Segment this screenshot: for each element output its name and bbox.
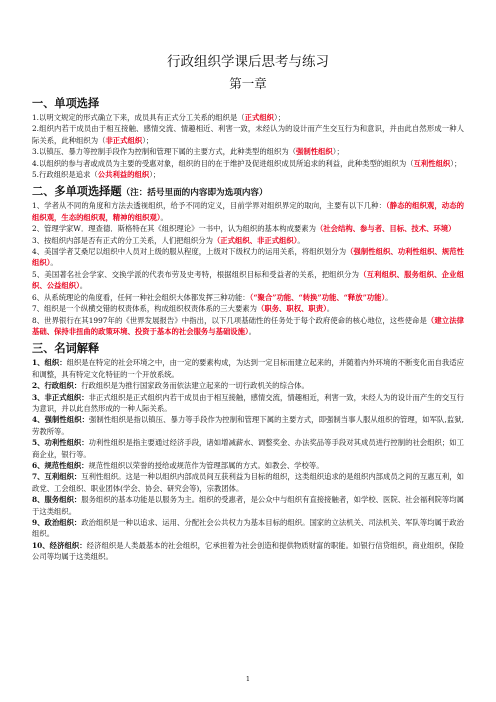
section-title: 二、多单项选择题 [32, 185, 122, 199]
definitions-list [32, 357, 464, 562]
question-suffix: ）； [332, 147, 344, 157]
question-item [32, 158, 464, 169]
question-suffix: 。 [385, 292, 393, 302]
question-suffix: ）； [142, 135, 154, 145]
question-text: 7、组织是一个纵横交错的权责体系，构成组织权责体系的三大要素为 [32, 304, 257, 314]
definition-item [32, 494, 464, 517]
definition-item [32, 540, 464, 563]
question-text: 2.组织内若干成员由于相互接触、感情交流、情趣相近、利害一致，未经认为的设计而产生交互行为和意识，并由此自然形成一种人际关系，此种组织为（ [32, 124, 464, 145]
question-text: 1.以明文规定的形式确立下来，成员具有正式分工关系的组织是（ [32, 113, 245, 122]
definition-term: 1、组织： [32, 358, 67, 368]
answer-text: 非正式组织 [105, 135, 143, 145]
question-item [32, 315, 464, 338]
definition-text: 服务组织的基本功能是以服务为主。组织的受惠者，是公众中与组织有直接接触者，如学校、医院、社会福利院等均属于这类组织。 [32, 495, 464, 516]
question-text: 8、世界银行在其1997年的《世界发展报告》中指出，以下几项基础性的任务处于每个政府使命的核心地位，这些使命是 [32, 315, 427, 325]
definition-item [32, 460, 464, 471]
definition-term: 2、行政组织： [32, 381, 82, 391]
definition-item [32, 392, 464, 415]
question-suffix: ）； [450, 158, 462, 168]
answer-text: （职务、职权、职责） [257, 304, 327, 314]
question-suffix: 。 [50, 258, 58, 268]
definition-item [32, 471, 464, 494]
definition-text: 功利性组织是指主要通过经济手段，诸如增减薪水、调整奖金、办法奖品等手段对其成员进行控制的社会组织；如工商企业，银行等。 [32, 438, 464, 459]
question-item [32, 200, 464, 223]
section-heading-single-choice: 一、单项选择 [32, 97, 100, 110]
question-text: 4、美国学者艾桑尼以组织中人员对上级的服从程度，上级对下级权力的运用关系，将组织划分为 [32, 247, 347, 257]
answer-text: 正式组织 [244, 113, 275, 122]
definition-item [32, 380, 464, 391]
question-suffix: 。 [160, 212, 168, 222]
question-text: 6、从系统理论的角度看，任何一种社会组织大体都发挥三种功能： [32, 292, 250, 302]
definition-term: 10、经济组织： [32, 540, 87, 550]
definition-item [32, 437, 464, 460]
question-suffix: 。 [326, 304, 335, 314]
definition-term: 6、规范性组织： [32, 460, 89, 470]
definition-text: 行政组织是为推行国家政务而依法建立起来的一切行政机关的综合体。 [81, 381, 309, 391]
question-suffix: ）； [149, 170, 161, 180]
answer-text: （社会结构、参与者、目标、技术、环境） [315, 224, 456, 234]
document-title: 行政组织学课后思考与练习 [167, 54, 329, 70]
question-item [32, 235, 464, 246]
question-item [32, 292, 464, 303]
definition-text: 政治组织是一种以追求、运用、分配社会公共权力为基本目标的组织。国家的立法机关、司法机关、军队等均属于政治组织。 [32, 518, 464, 539]
definition-text: 非正式组织是正式组织内若干成员由于相互接触，感情交流，情趣相近，利害一致，未经人为的设计而产生的交互行为意识，并以此自然形成的一种人际关系。 [32, 392, 464, 413]
answer-text: 互利性组织 [413, 158, 451, 168]
definition-item [32, 357, 464, 380]
definition-text: 经济组织是人类最基本的社会组织，它承担着为社会创造和提供物质财富的职能。如银行信贷组织，商业组织，保险公司等均属于这类组织。 [32, 540, 464, 562]
answer-text: （“聚合”功能、“转换”功能、“释放”功能） [249, 292, 386, 302]
single-choice-list [32, 112, 464, 180]
question-suffix: 。 [79, 281, 88, 291]
definition-text: 互利性组织。这是一种以组织内部成员间互获利益为目标的组织，这类组织追求的是组织内部成员之间的互惠互利，如政党、工会组织、职业团体(学会、协会、研究会等)，宗教团体。 [32, 472, 464, 493]
answer-text: （静态的组织观，动态的组织观，生态的组织观，精神的组织观） [32, 201, 464, 222]
chapter-heading: 第一章 [229, 76, 267, 91]
definition-item [32, 414, 464, 437]
question-item [32, 146, 464, 157]
question-item [32, 269, 464, 292]
section-heading-definitions: 三、名词解释 [32, 342, 100, 356]
question-item [32, 112, 464, 123]
definition-term: 4、强制性组织： [32, 415, 90, 425]
question-suffix: 。 [297, 235, 305, 245]
definition-text: 强制性组织是指以镇压、暴力等手段作为控制和管理下属的主要方式，即强制当事人服从组织的管理，如军队,监狱,劳教所等。 [32, 415, 464, 436]
question-item [32, 123, 464, 146]
question-item [32, 223, 464, 234]
answer-text: （强制性组织、功利性组织、规范性组织） [32, 247, 464, 268]
answer-text: 强制性组织 [296, 147, 333, 157]
question-text: 5.行政组织是追求（ [32, 170, 98, 180]
question-item [32, 246, 464, 269]
answer-text: （建立法律基础、保持非扭曲的政策环境、投资于基本的社会服务与基础设施） [32, 315, 464, 336]
definition-item [32, 517, 464, 540]
definition-text: 组织是在特定的社会环境之中，由一定的要素构成，为达到一定目标而建立起来的，并随着内外环境的不断变化而自我适应和调整，具有特定文化特征的一个开放系统。 [32, 358, 464, 379]
question-text: 5、美国著名社会学家、交换学派的代表布劳及史考特，根据组织目标和受益者的关系，把组织分为 [32, 269, 360, 279]
question-suffix: 。 [248, 326, 256, 336]
question-text: 2、管理学家W．理查德．斯格特在其《组织理论》一书中，认为组织的基本构成要素为 [32, 224, 316, 234]
section-heading-multi-choice [32, 183, 464, 199]
definition-term: 8、服务组织： [32, 495, 82, 505]
question-suffix: ）； [274, 113, 286, 122]
question-text: 3、按组织内部是否有正式的分工关系，人们把组织分为 [32, 235, 213, 245]
definition-term: 7、互利组织： [32, 472, 82, 482]
definition-term: 5、功利性组织： [32, 438, 89, 448]
page-number: 1 [245, 675, 251, 683]
answer-text: （正式组织、非正式组织） [212, 235, 298, 245]
answer-text: （互利组织、服务组织、企业组织、公益组织） [32, 269, 464, 291]
section-note: （注：括号里面的内容即为选项内容） [121, 188, 268, 199]
question-item [32, 169, 464, 180]
answer-text: 公共利益的组织 [97, 170, 150, 180]
multi-choice-list [32, 200, 464, 337]
question-text: 1、学者从不同的角度和方法去透视组织，给予不同的定义，目前学界对组织界定的取向，主要有以下几种： [32, 201, 387, 211]
question-item [32, 303, 464, 314]
definition-term: 9、政治组织： [32, 518, 82, 527]
question-text: 4.以组织的参与者或成员为主要的受惠对象，组织的目的在于维护及促进组织成员所追求的利益，此种类型的组织为（ [32, 158, 414, 168]
definition-term: 3、非正式组织： [32, 392, 89, 402]
question-text: 3.以镇压、暴力等控制手段作为控制和管理下属的主要方式，此种类型的组织为（ [32, 147, 297, 157]
definition-text: 规范性组织以荣誉的授给或规范作为管理部属的方式。如教会、学校等。 [88, 460, 324, 470]
